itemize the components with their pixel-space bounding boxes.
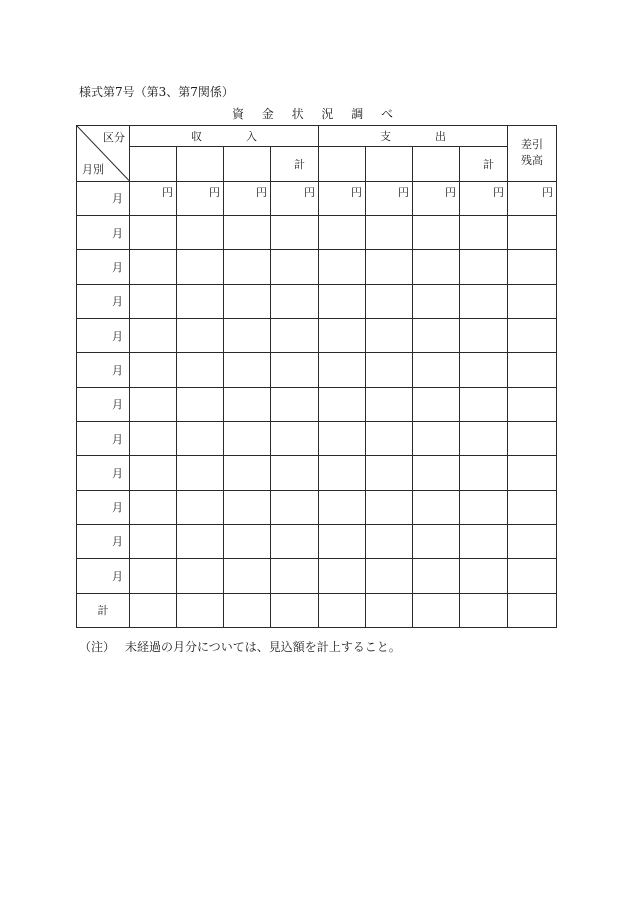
yen-unit-label: 円 [493, 185, 504, 199]
table-cell [413, 456, 460, 490]
table-row [77, 215, 557, 249]
header-row-groups [77, 126, 557, 147]
table-cell [271, 250, 319, 284]
month-label-cell [77, 524, 130, 558]
corner-month-label: 月別 [82, 162, 104, 176]
table-cell [413, 421, 460, 455]
month-label-cell [77, 559, 130, 593]
table-cell [177, 215, 224, 249]
table-cell [224, 593, 271, 627]
table-cell [413, 318, 460, 352]
table-cell [319, 387, 366, 421]
table-cell [508, 387, 557, 421]
header-row-subcolumns [77, 147, 557, 181]
month-label-cell [77, 387, 130, 421]
table-cell [319, 181, 366, 215]
table-cell [130, 387, 177, 421]
table-cell [130, 524, 177, 558]
income-subtotal-header: 計 [271, 147, 319, 181]
expense-subtotal-header: 計 [460, 147, 508, 181]
table-cell [271, 421, 319, 455]
table-cell [366, 456, 413, 490]
footnote [79, 638, 401, 655]
table-cell [460, 421, 508, 455]
table-row [77, 250, 557, 284]
table-cell [460, 593, 508, 627]
table-cell [508, 284, 557, 318]
table-cell [271, 215, 319, 249]
table-cell [413, 490, 460, 524]
table-cell [508, 215, 557, 249]
table-row [77, 353, 557, 387]
table-cell [319, 559, 366, 593]
table-cell [413, 215, 460, 249]
table-cell [366, 524, 413, 558]
month-suffix: 月 [112, 192, 123, 206]
table-cell [460, 284, 508, 318]
balance-label-line1: 差引 [521, 138, 543, 152]
table-row [77, 559, 557, 593]
table-cell [508, 456, 557, 490]
table-cell [271, 353, 319, 387]
table-cell [319, 284, 366, 318]
table-cell [413, 559, 460, 593]
table-cell [366, 250, 413, 284]
expense-label-a: 支 [380, 130, 391, 144]
month-label-cell [77, 456, 130, 490]
table-cell [130, 421, 177, 455]
table-cell [130, 456, 177, 490]
table-cell [271, 387, 319, 421]
month-suffix: 月 [112, 466, 123, 480]
table-cell [271, 490, 319, 524]
table-cell [224, 215, 271, 249]
table-row [77, 284, 557, 318]
yen-unit-label: 円 [209, 185, 220, 199]
expense-header [319, 126, 508, 147]
table-cell [177, 250, 224, 284]
table-cell [460, 456, 508, 490]
table-cell [224, 421, 271, 455]
table-cell [177, 524, 224, 558]
table-cell [177, 421, 224, 455]
table-cell [130, 181, 177, 215]
table-row [77, 456, 557, 490]
yen-unit-label: 円 [542, 185, 553, 199]
table-cell [177, 181, 224, 215]
table-cell [271, 456, 319, 490]
income-label-a: 収 [191, 130, 202, 144]
table-cell [271, 181, 319, 215]
balance-label-line2: 残高 [521, 154, 543, 168]
table-cell [508, 181, 557, 215]
table-cell [460, 524, 508, 558]
table-cell [224, 559, 271, 593]
table-cell [413, 593, 460, 627]
month-label-cell [77, 421, 130, 455]
table-cell [319, 250, 366, 284]
table-cell [460, 559, 508, 593]
table-row [77, 524, 557, 558]
month-label-cell [77, 353, 130, 387]
table-cell [224, 353, 271, 387]
table-cell [177, 387, 224, 421]
footnote-text: 未経過の月分については、見込額を計上すること。 [125, 640, 401, 654]
month-suffix: 月 [112, 569, 123, 583]
table-cell [177, 353, 224, 387]
income-sub-1 [130, 147, 177, 181]
table-cell [460, 181, 508, 215]
table-cell [508, 559, 557, 593]
table-cell [508, 250, 557, 284]
table-cell [130, 490, 177, 524]
table-row [77, 181, 557, 215]
table-cell [508, 524, 557, 558]
month-suffix: 月 [112, 260, 123, 274]
expense-sub-3 [413, 147, 460, 181]
table-cell [177, 490, 224, 524]
table-row [77, 490, 557, 524]
yen-unit-label: 円 [304, 185, 315, 199]
table-cell [224, 284, 271, 318]
corner-category-label: 区分 [103, 131, 125, 144]
table-cell [366, 387, 413, 421]
form-number-label: 様式第7号（第3、第7関係） [79, 85, 234, 99]
footnote-marker: （注） [79, 640, 116, 654]
table-cell [460, 215, 508, 249]
yen-unit-label: 円 [162, 185, 173, 199]
yen-unit-label: 円 [398, 185, 409, 199]
table-cell [413, 353, 460, 387]
table-cell [224, 456, 271, 490]
month-label-cell [77, 181, 130, 215]
table-cell [130, 559, 177, 593]
table-cell [460, 318, 508, 352]
income-sub-3 [224, 147, 271, 181]
expense-sub-1 [319, 147, 366, 181]
table-cell [508, 490, 557, 524]
table-cell [366, 421, 413, 455]
table-cell [271, 524, 319, 558]
yen-unit-label: 円 [351, 185, 362, 199]
yen-unit-label: 円 [256, 185, 267, 199]
month-rows [77, 181, 557, 593]
table-cell [224, 250, 271, 284]
expense-label-b: 出 [435, 130, 446, 144]
table-cell [177, 456, 224, 490]
table-cell [130, 215, 177, 249]
total-row-label: 計 [77, 593, 130, 627]
table-row [77, 387, 557, 421]
table-cell [224, 181, 271, 215]
month-suffix: 月 [112, 329, 123, 343]
income-header [130, 126, 319, 147]
table-cell [319, 421, 366, 455]
table-cell [460, 250, 508, 284]
table-cell [271, 559, 319, 593]
table-cell [319, 456, 366, 490]
table-cell [508, 593, 557, 627]
table-cell [224, 387, 271, 421]
table-cell [177, 593, 224, 627]
month-suffix: 月 [112, 535, 123, 549]
table-cell [460, 490, 508, 524]
table-cell [413, 181, 460, 215]
expense-sub-2 [366, 147, 413, 181]
table-cell [460, 387, 508, 421]
table-row [77, 318, 557, 352]
table-cell [508, 353, 557, 387]
fund-status-table [76, 125, 557, 628]
table-cell [366, 284, 413, 318]
table-cell [413, 524, 460, 558]
yen-unit-label: 円 [445, 185, 456, 199]
corner-header-cell [77, 126, 130, 182]
month-suffix: 月 [112, 363, 123, 377]
table-cell [271, 593, 319, 627]
table-row [77, 421, 557, 455]
month-label-cell [77, 284, 130, 318]
table-cell [177, 559, 224, 593]
table-cell [177, 284, 224, 318]
balance-header [508, 126, 557, 182]
month-label-cell [77, 250, 130, 284]
table-cell [130, 318, 177, 352]
month-suffix: 月 [112, 501, 123, 515]
table-cell [319, 593, 366, 627]
table-cell [366, 318, 413, 352]
month-suffix: 月 [112, 432, 123, 446]
table-cell [224, 524, 271, 558]
table-cell [130, 250, 177, 284]
table-cell [413, 387, 460, 421]
month-suffix: 月 [112, 226, 123, 240]
table-cell [224, 318, 271, 352]
table-cell [366, 181, 413, 215]
table-cell [508, 421, 557, 455]
table-cell [130, 593, 177, 627]
month-suffix: 月 [112, 295, 123, 309]
month-suffix: 月 [112, 398, 123, 412]
table-cell [319, 524, 366, 558]
table-cell [319, 215, 366, 249]
month-label-cell [77, 215, 130, 249]
table-cell [177, 318, 224, 352]
table-cell [224, 490, 271, 524]
income-label-b: 入 [246, 130, 257, 144]
table-cell [366, 353, 413, 387]
table-cell [460, 353, 508, 387]
table-cell [413, 284, 460, 318]
table-cell [319, 490, 366, 524]
table-cell [271, 318, 319, 352]
month-label-cell [77, 318, 130, 352]
table-cell [508, 318, 557, 352]
table-cell [130, 284, 177, 318]
table-cell [366, 593, 413, 627]
table-cell [366, 215, 413, 249]
total-row [77, 593, 557, 627]
table-cell [130, 353, 177, 387]
table-cell [366, 490, 413, 524]
table-cell [319, 353, 366, 387]
table-cell [413, 250, 460, 284]
table-cell [366, 559, 413, 593]
table-cell [319, 318, 366, 352]
table-cell [271, 284, 319, 318]
income-sub-2 [177, 147, 224, 181]
month-label-cell [77, 490, 130, 524]
document-title: 資 金 状 況 調 べ [231, 107, 401, 121]
